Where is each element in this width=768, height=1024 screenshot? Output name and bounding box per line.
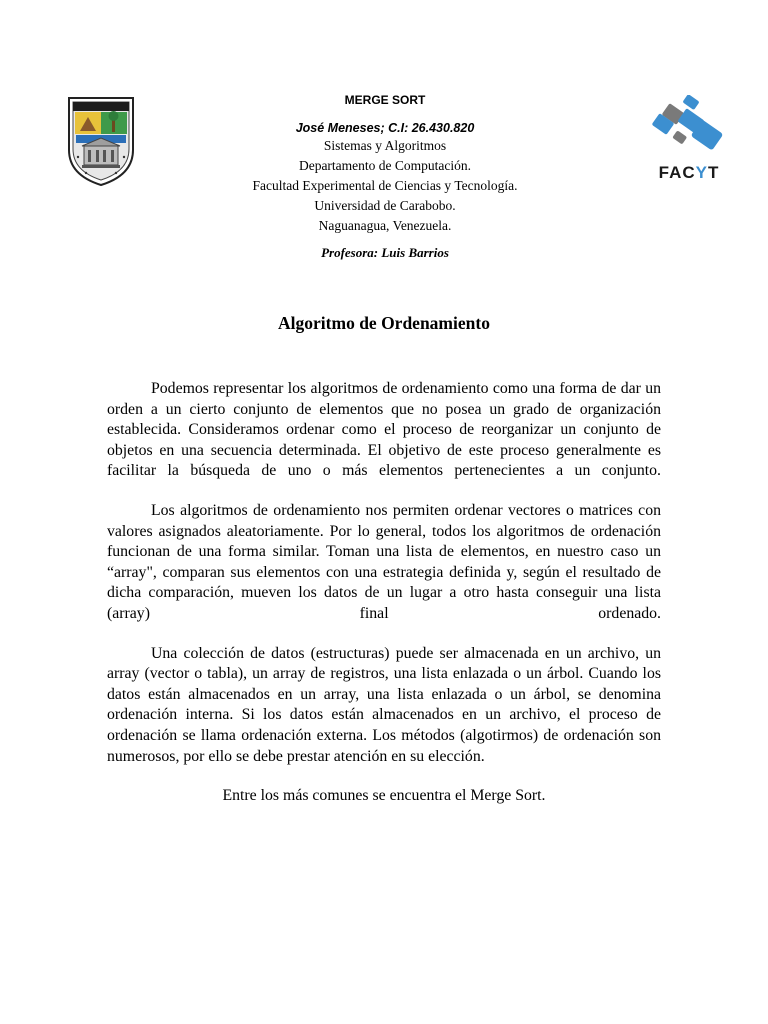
facyt-wordmark: FACYT: [658, 163, 720, 182]
closing-sentence: Entre los más comunes se encuentra el Merge Sort.: [222, 787, 546, 805]
faculty-name: Facultad Experimental de Ciencias y Tecnología.: [252, 178, 518, 193]
author-line: José Meneses; C.I: 26.430.820: [295, 121, 475, 135]
paragraph-intro: Podemos representar los algoritmos de ordenamiento como una forma de dar un orden a un cierto conjunto de elementos que no posea un grado de organización establecida. Consideramos ordenar como el proceso de reorganizar un conjunto de objetos en una secuencia determinada. El objetivo de este proceso generalmente es facilitar la búsqueda de uno o más elementos pertenecientes a un conjunto.: [107, 380, 661, 480]
location: Naguanagua, Venezuela.: [318, 218, 452, 233]
professor-line: Profesora: Luis Barrios: [321, 245, 449, 260]
section-title: Algoritmo de Ordenamiento: [278, 313, 490, 333]
header-block: [150, 92, 620, 275]
facyt-logo: [650, 95, 728, 187]
paragraph-algorithms: Los algoritmos de ordenamiento nos permiten ordenar vectores o matrices con valores asignados aleatoriamente. Por lo general, todos los algoritmos de ordenación funcionan de una forma similar. Toman una lista de elementos, en nuestro caso un “array", comparan sus elementos con una estrategia definida y, según el resultado de dicha comparación, mueven los datos de un lugar a otro hasta conseguir una lista (array) final ordenado.: [107, 501, 661, 622]
paragraph-data-collection: Una colección de datos (estructuras) puede ser almacenada en un archivo, un array (vector o tabla), un array de registros, una lista enlazada o un árbol. Cuando los datos están almacenados en un array, una lista enlazada o un árbol, se denomina ordenación interna. Si los datos están almacenados en un archivo, el proceso de ordenación se llama ordenación externa. Los métodos (algotirmos) de ordenación son numerosos, por ello se debe prestar atención en su elección.: [107, 644, 661, 765]
department-name: Departamento de Computación.: [298, 158, 472, 173]
university-name: Universidad de Carabobo.: [314, 198, 456, 213]
document-title: MERGE SORT: [344, 93, 426, 107]
body-text: [107, 379, 661, 807]
course-name: Sistemas y Algoritmos: [323, 138, 447, 153]
university-crest-logo: [66, 95, 136, 187]
